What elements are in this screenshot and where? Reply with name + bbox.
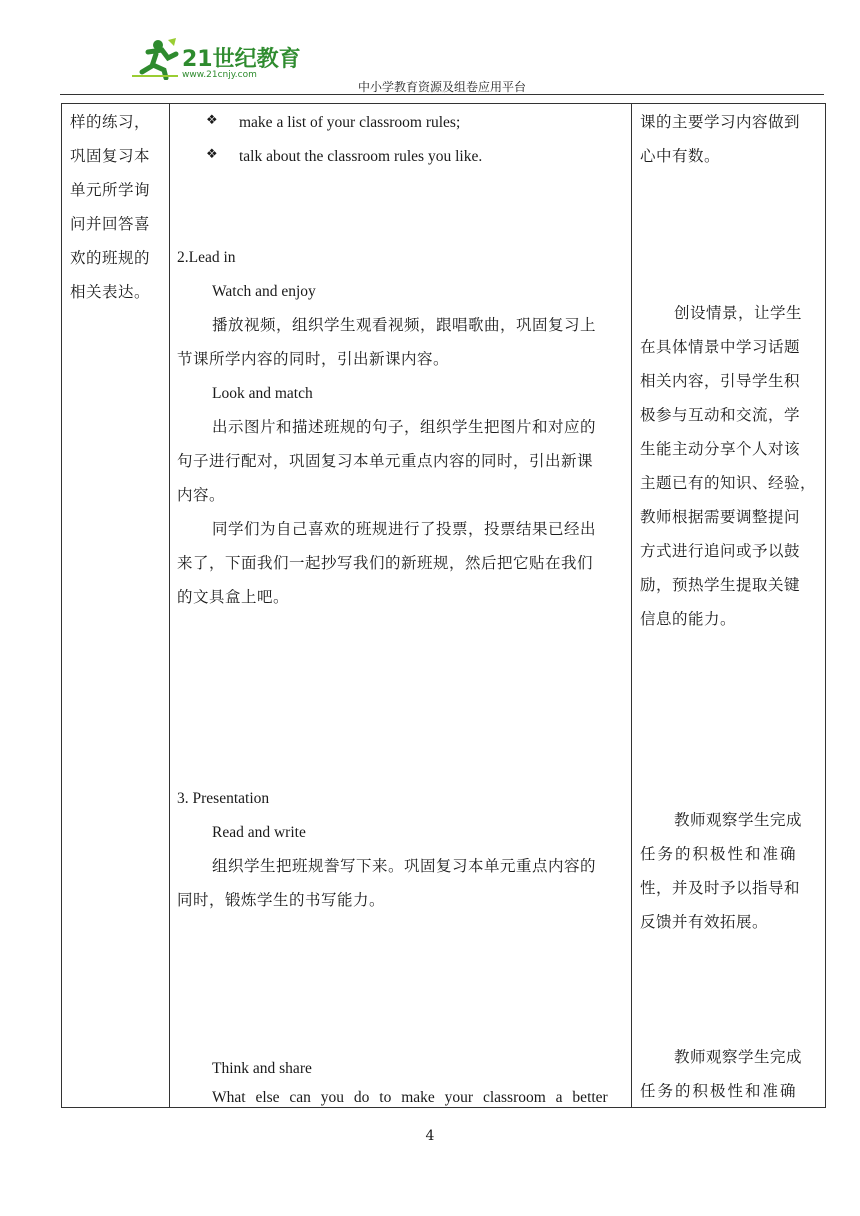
intent-line: 心中有数。 [640,147,721,165]
intent-line: 性，并及时予以指导和 [640,879,801,897]
diamond-bullet-icon: ❖ [206,113,218,128]
procedure-text: 组织学生把班规誊写下来。巩固复习本单元重点内容的 [212,857,597,875]
header-divider [60,94,824,95]
objective-line: 单元所学询 [70,181,151,199]
intent-line: 教师根据需要调整提问 [640,508,801,526]
look-match-heading: Look and match [212,385,313,402]
objective-line: 欢的班规的 [70,249,151,267]
intent-line: 信息的能力。 [640,610,737,628]
objective-line: 相关表达。 [70,283,151,301]
intent-line: 主题已有的知识、经验， [640,474,817,492]
objective-cell [62,104,170,1108]
objective-line: 巩固复习本 [70,147,151,165]
logo [130,36,300,80]
procedure-text: What else can you do to make your classroom a better [212,1089,608,1106]
table-row [62,104,826,1108]
intent-line: 生能主动分享个人对该 [640,440,801,458]
intent-line: 课的主要学习内容做到 [640,113,801,131]
procedure-text: 的文具盒上吧。 [177,588,290,606]
page-header [60,30,824,96]
intent-line: 任务的积极性和准确 [640,1082,798,1100]
procedure-text: 同时，锻炼学生的书写能力。 [177,891,386,909]
page-number: 4 [425,1128,435,1144]
lead-in-heading: 2.Lead in [177,249,236,266]
objective-line: 样的练习， [70,113,151,131]
procedure-text: 出示图片和描述班规的句子，组织学生把图片和对应的 [212,418,597,436]
read-write-heading: Read and write [212,824,306,841]
procedure-text: 播放视频，组织学生观看视频，跟唱歌曲，巩固复习上 [212,316,597,334]
intent-cell [632,104,826,1108]
intent-line: 励，预热学生提取关键 [640,576,801,594]
watch-enjoy-heading: Watch and enjoy [212,283,316,300]
procedure-text: 来了，下面我们一起抄写我们的新班规，然后把它贴在我们 [177,554,594,572]
runner-logo-icon [130,36,180,80]
intent-line: 极参与互动和交流，学 [640,406,801,424]
procedure-text: 内容。 [177,486,226,504]
intent-line: 教师观察学生完成 [674,811,803,829]
presentation-heading: 3. Presentation [177,790,270,807]
intent-line: 相关内容，引导学生积 [640,372,801,390]
intent-line: 任务的积极性和准确 [640,845,798,863]
intent-line: 反馈并有效拓展。 [640,913,769,931]
procedure-text: 节课所学内容的同时，引出新课内容。 [177,350,450,368]
lesson-table [61,103,826,1108]
bullet-item: talk about the classroom rules you like. [239,148,483,165]
procedure-cell [170,104,632,1108]
diamond-bullet-icon: ❖ [206,147,218,162]
intent-line: 创设情景，让学生 [674,304,803,322]
procedure-text: 句子进行配对，巩固复习本单元重点内容的同时，引出新课 [177,452,594,470]
intent-line: 教师观察学生完成 [674,1048,803,1066]
platform-subtitle: 中小学教育资源及组卷应用平台 [357,80,526,94]
think-share-heading: Think and share [212,1060,312,1077]
logo-url: www.21cnjy.com [182,70,257,80]
intent-line: 在具体情景中学习话题 [640,338,801,356]
objective-line: 问并回答喜 [70,215,151,233]
bullet-item: make a list of your classroom rules; [239,114,461,131]
intent-line: 方式进行追问或予以鼓 [640,542,801,560]
procedure-text: 同学们为自己喜欢的班规进行了投票，投票结果已经出 [212,520,597,538]
logo-text: 21世纪教育 [182,47,301,72]
